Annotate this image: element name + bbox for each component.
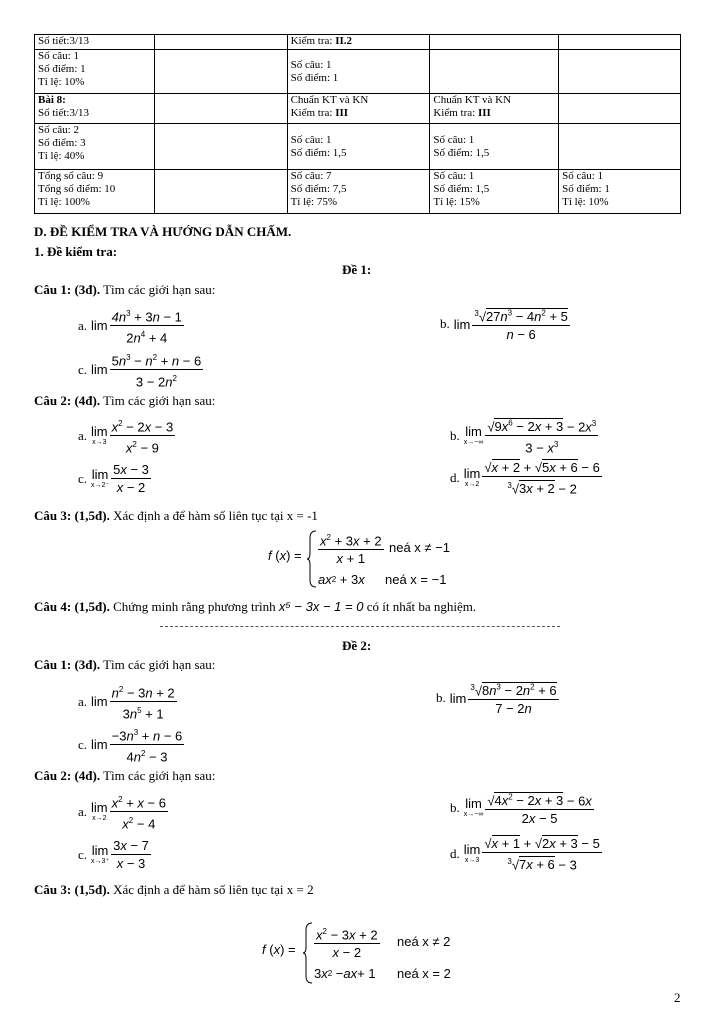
- table-cell: [559, 124, 681, 170]
- de2-cau1: Câu 1: (3đ). Tìm các giới hạn sau:: [34, 657, 216, 672]
- table-cell: [430, 50, 559, 94]
- table-cell: [154, 94, 287, 124]
- de1-piece-cond1: neá x ≠ −1: [389, 540, 450, 555]
- table-cell: Tổng số câu: 9 Tổng số điểm: 10 Tỉ lệ: 100%: [35, 170, 155, 214]
- de1-piece-cond2: neá x = −1: [385, 572, 447, 587]
- table-cell: [154, 124, 287, 170]
- de1-c2b: b. lim x→−∞ $\frac{√9x^6 - 2x + 3 - 2x^3}{3 - x^3}$: [450, 416, 598, 456]
- de1-c2c: c. lim x→2⁻ $\frac{5x - 3}{x - 2}$: [78, 462, 149, 495]
- table-cell: Số câu: 1 Số điểm: 1,5: [430, 124, 559, 170]
- de1-piece-bottom: ax 2 + 3 x: [318, 572, 365, 587]
- table-cell: [559, 35, 681, 50]
- de2-piece-cond2: neá x = 2: [397, 966, 451, 981]
- de2-title: Đề 2:: [342, 638, 372, 653]
- de1-cau1: Câu 1: (3đ). Tìm các giới hạn sau:: [34, 282, 216, 297]
- table-cell: [154, 170, 287, 214]
- de1-title: Đề 1:: [342, 262, 372, 277]
- de2-c1c: c. lim $\frac{-3n^3 + n - 6}{4n^2 - 3}$: [78, 725, 184, 765]
- de2-cau2: Câu 2: (4đ). Tìm các giới hạn sau:: [34, 768, 216, 783]
- de1-c1a: a. lim $\frac{4n^3 + 3n - 1}{2n^4 + 4}$: [78, 306, 184, 346]
- table-cell: Số tiết:3/13: [35, 35, 155, 50]
- brace-icon: [306, 530, 318, 588]
- de2-piece-cond1: neá x ≠ 2: [397, 934, 451, 949]
- section-d-heading: D. ĐỀ KIỂM TRA VÀ HƯỚNG DẪN CHẤM.: [34, 224, 292, 239]
- de1-c2d: d. lim x→2 $\frac{√x + 2 + √5x + 6 - 6}{^3√3x + 2 - 2}$: [450, 460, 600, 497]
- table-cell: Chuẩn KT và KN Kiểm tra: III: [287, 94, 430, 124]
- de2-fx-label: f ( x ) =: [262, 942, 296, 957]
- de1-c2a: a. lim x→3 $\frac{x^2 - 2x - 3}{x^2 - 9}$: [78, 416, 175, 456]
- de2-c2c: c. lim x→3⁺ $\frac{3x - 7}{x - 3}$: [78, 838, 149, 871]
- table-cell: Số câu: 7 Số điểm: 7,5 Tỉ lệ: 75%: [287, 170, 430, 214]
- table-cell: Bài 8: Số tiết:3/13: [35, 94, 155, 124]
- de2-c1b: b. lim $\frac{^3√8n^3 - 2n^2 + 6}{7 - 2n}$: [436, 680, 559, 716]
- table-cell: [154, 35, 287, 50]
- page-number: 2: [674, 990, 681, 1005]
- separator: [160, 626, 560, 627]
- table-cell: Số câu: 1 Số điểm: 1 Tỉ lệ: 10%: [35, 50, 155, 94]
- table-cell: Chuẩn KT và KN Kiểm tra: III: [430, 94, 559, 124]
- table-cell: Số câu: 2 Số điểm: 3 Tỉ lệ: 40%: [35, 124, 155, 170]
- de1-cau2: Câu 2: (4đ). Tìm các giới hạn sau:: [34, 393, 216, 408]
- de2-c1a: a. lim $\frac{n^2 - 3n + 2}{3n^5 + 1}$: [78, 682, 177, 722]
- de1-piece-top: $\frac{x^2 + 3x + 2}{x + 1}$: [318, 530, 384, 566]
- section-1-heading: 1. Đề kiểm tra:: [34, 244, 118, 259]
- de1-fx-label: f ( x ) =: [268, 548, 302, 563]
- de2-cau3: Câu 3: (1,5đ). Xác định a để hàm số liên tục tại x = 2: [34, 882, 314, 897]
- table-cell: [430, 35, 559, 50]
- table-cell: Số câu: 1 Số điểm: 1,5: [287, 124, 430, 170]
- de1-c1c: c. lim $\frac{5n^3 - n^2 + n - 6}{3 - 2n^2}$: [78, 350, 203, 390]
- table-cell: Số câu: 1 Số điểm: 1: [287, 50, 430, 94]
- table-cell: [154, 50, 287, 94]
- table-cell: Số câu: 1 Số điểm: 1 Tỉ lệ: 10%: [559, 170, 681, 214]
- de1-cau4: Câu 4: (1,5đ). Chứng minh rằng phương trình x⁵ − 3x − 1 = 0 có ít nhất ba nghiệm.: [34, 599, 477, 614]
- brace-icon: [302, 922, 314, 984]
- de2-c2b: b. lim x→−∞ $\frac{√4x^2 - 2x + 3 - 6x}{2x - 5}$: [450, 790, 594, 826]
- de2-c2d: d. lim x→3 $\frac{√x + 1 + √2x + 3 - 5}{^3√7x + 6 - 3}$: [450, 836, 600, 873]
- de2-c2a: a. lim x→2 $\frac{x^2 + x - 6}{x^2 - 4}$: [78, 792, 168, 832]
- de1-c1b: b. lim $\frac{^3√27n^3 - 4n^2 + 5}{n - 6}$: [440, 306, 570, 342]
- de2-piece-bottom: 3 x 2 − ax + 1: [314, 966, 376, 981]
- de2-piece-top: $\frac{x^2 - 3x + 2}{x - 2}$: [314, 924, 380, 960]
- matrix-table: [34, 34, 681, 214]
- table-cell: [559, 94, 681, 124]
- table-cell: [559, 50, 681, 94]
- de1-cau3: Câu 3: (1,5đ). Xác định a để hàm số liên tục tại x = -1: [34, 508, 318, 523]
- table-cell: Số câu: 1 Số điểm: 1,5 Tỉ lệ: 15%: [430, 170, 559, 214]
- table-cell: Kiểm tra: II.2: [287, 35, 430, 50]
